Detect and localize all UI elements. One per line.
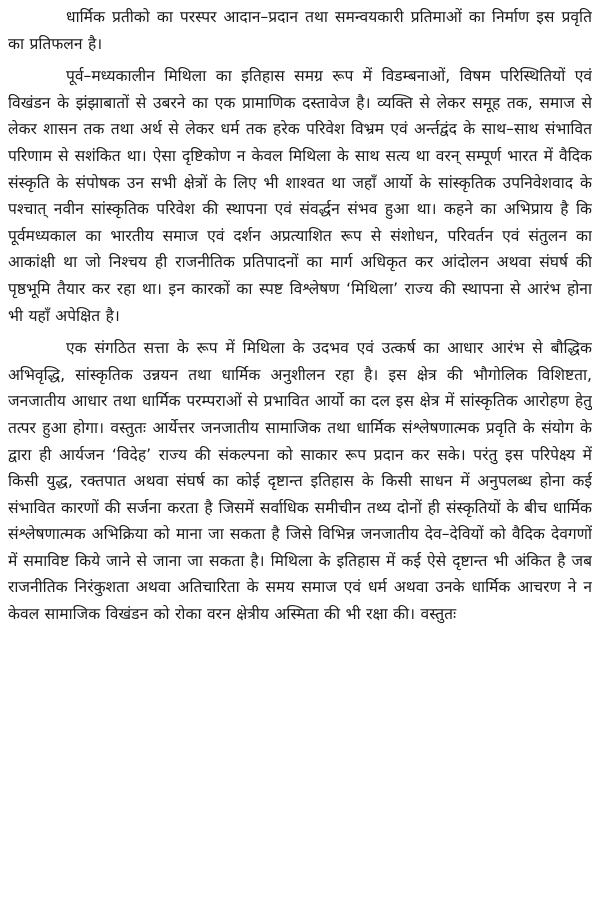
- paragraph-1: धार्मिक प्रतीको का परस्पर आदान–प्रदान तथा समन्वयकारी प्रतिमाओं का निर्माण इस प्रवृति का प्रतिफलन है।: [8, 8, 592, 53]
- paragraph-3: एक संगठित सत्ता के रूप में मिथिला के उदभव एवं उत्कर्ष का आधार आरंभ से बौद्धिक अभिवृद्धि, सांस्कृतिक उन्नयन तथा धार्मिक अनुशीलन रहा है। इस क्षेत्र की भौगोलिक विशिष्टता, जनजातीय आधार तथा धार्मिक परम्पराओं से प्रभावित आर्यो का दल इस क्षेत्र में सांस्कृतिक आरोहण हेतु तत्पर हुआ होगा। वस्तुतः आर्येत्तर जनजातीय सामाजिक तथा धार्मिक संश्लेषणात्मक प्रवृति के संयोग के द्वारा ही आर्यजन ‘विदेह’ राज्य की संकल्पना को साकार रूप प्रदान कर सके। परंतु इस परिपेक्ष्य में किसी युद्ध, रक्तपात अथवा संघर्ष का कोई दृष्टान्त इतिहास के किसी साधन में अनुपलब्ध होना कई संभावित कारणों की सर्जना करता है जिसमें सर्वाधिक समीचीन तथ्य दोनों ही संस्कृतियों के बीच धार्मिक संश्लेषणात्मक अभिक्रिया को माना जा सकता है जिसे विभिन्न जनजातीय देव–देवियों को वैदिक देवगणों में समाविष्ट किये जाने से जाना जा सकता है। मिथिला के इतिहास में कई ऐसे दृष्टान्त भी अंकित है जब राजनीतिक निरंकुशता अथवा अतिचारिता के समय समाज एवं धर्म अथवा उनके धार्मिक आचरण ने न केवल सामाजिक विखंडन को रोका वरन क्षेत्रीय अस्मिता की भी रक्षा की। वस्तुतः: [8, 339, 592, 624]
- paragraph-2: पूर्व–मध्यकालीन मिथिला का इतिहास समग्र रूप में विडम्बनाओं, विषम परिस्थितियों एवं विखंडन के झंझाबातों से उबरने का एक प्रामाणिक दस्तावेज है। व्यक्ति से लेकर समूह तक, समाज से लेकर शासन तक तथा अर्थ से लेकर धर्म तक हरेक परिवेश विभ्रम एवं अर्न्तद्वंद के साथ–साथ संभावित परिणाम से सशंकित था। ऐसा दृष्टिकोण न केवल मिथिला के साथ सत्य था वरन् सम्पूर्ण भारत में वैदिक संस्कृति के संपोषक उन सभी क्षेत्रों के लिए भी शाश्वत था जहाँ आर्यो के सांस्कृतिक उपनिवेशवाद के पश्चात् नवीन सांस्कृतिक परिवेश की स्थापना एवं संवर्द्धन संभव हुआ था। कहने का अभिप्राय है कि पूर्वमध्यकाल का भारतीय समाज एवं दर्शन अप्रत्याशित रूप से संशोधन, परिवर्तन एवं संतुलन का आकांक्षी था जो निश्चय ही राजनीतिक प्रतिपादनों का मार्ग अधिकृत कर आंदोलन अथवा संघर्ष की पृष्ठभूमि तैयार कर रहा था। इन कारकों का स्पष्ट विश्लेषण ‘मिथिला’ राज्य की स्थापना से आरंभ होना भी यहाँ अपेक्षित है।: [8, 67, 592, 325]
- document-page: [8, 4, 592, 909]
